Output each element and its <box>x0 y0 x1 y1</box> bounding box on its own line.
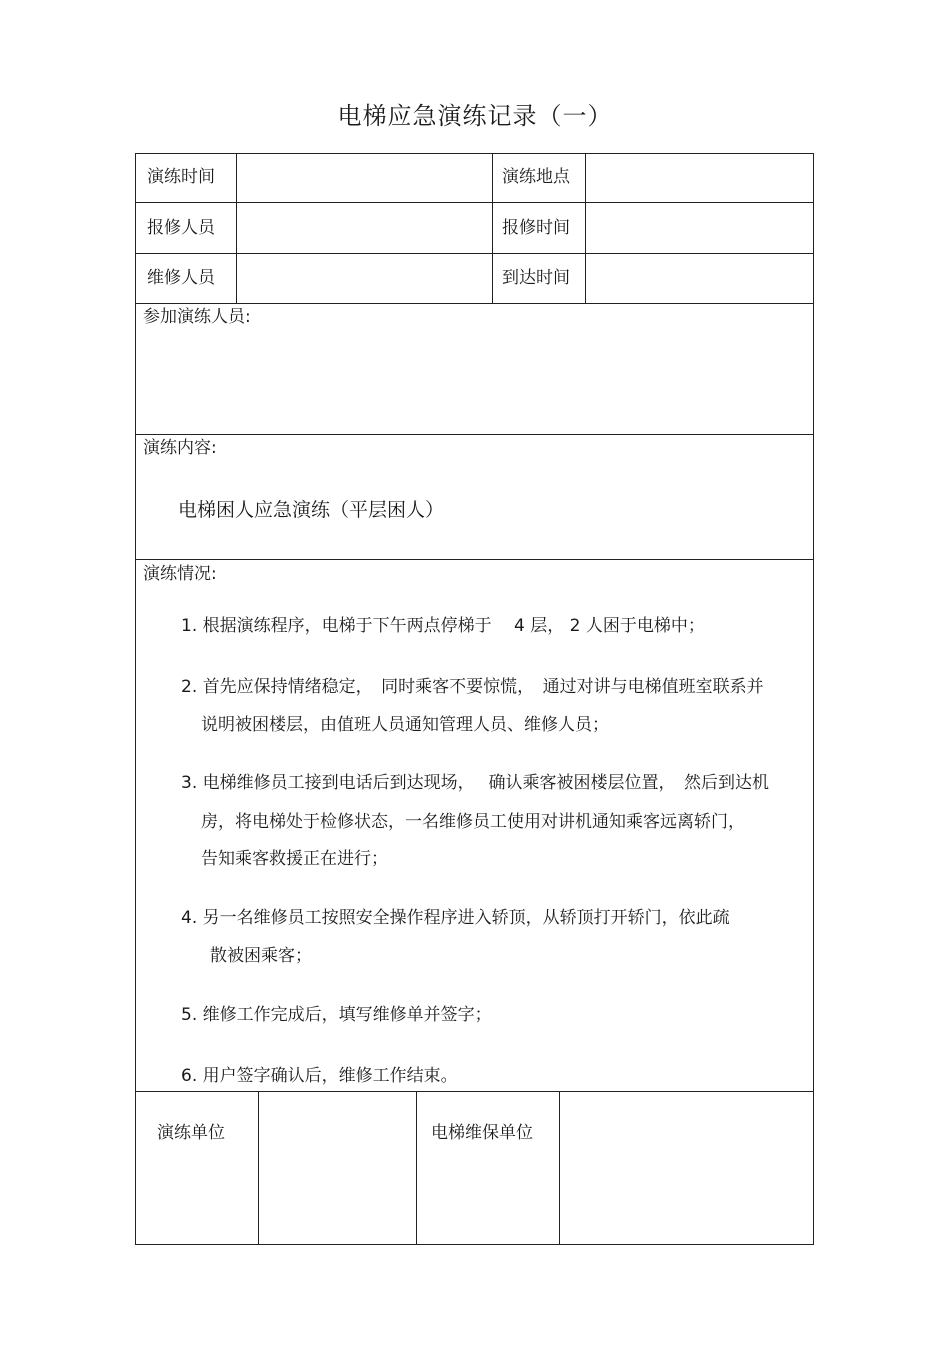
situation-label: 演练情况: <box>143 564 217 584</box>
situation-line: 散被困乘客； <box>210 946 312 966</box>
reporter-label: 报修人员 <box>147 218 215 238</box>
situation-line: 1. 根据演练程序，电梯于下午两点停梯于 4 层， 2 人困于电梯中； <box>181 616 705 636</box>
column-divider <box>492 153 493 303</box>
situation-line: 说明被困楼层，由值班人员通知管理人员、维修人员； <box>201 715 609 735</box>
situation-line: 5. 维修工作完成后，填写维修单并签字； <box>181 1005 492 1025</box>
situation-line: 6. 用户签字确认后，维修工作结束。 <box>181 1066 458 1086</box>
situation-line: 房，将电梯处于检修状态，一名维修员工使用对讲机通知乘客远离轿门， <box>201 812 745 832</box>
content-label: 演练内容: <box>143 438 217 458</box>
drill-unit-label: 演练单位 <box>157 1123 225 1143</box>
content-value: 电梯困人应急演练（平层困人） <box>178 499 445 521</box>
situation-line: 3. 电梯维修员工接到电话后到达现场， 确认乘客被困楼层位置， 然后到达机 <box>181 773 770 793</box>
column-divider <box>559 1091 560 1245</box>
situation-line: 4. 另一名维修员工按照安全操作程序进入轿顶，从轿顶打开轿门，依此疏 <box>181 908 730 928</box>
document-title: 电梯应急演练记录（一） <box>337 102 613 130</box>
row-divider <box>135 303 814 304</box>
report-time-label: 报修时间 <box>502 218 570 238</box>
maintenance-unit-label: 电梯维保单位 <box>431 1123 533 1143</box>
arrival-time-label: 到达时间 <box>502 268 570 288</box>
row-divider <box>135 559 814 560</box>
row-divider <box>135 434 814 435</box>
column-divider <box>585 153 586 303</box>
situation-line: 2. 首先应保持情绪稳定， 同时乘客不要惊慌， 通过对讲与电梯值班室联系并 <box>181 677 764 697</box>
drill-location-label: 演练地点 <box>502 167 570 187</box>
repairer-label: 维修人员 <box>147 268 215 288</box>
drill-time-label: 演练时间 <box>147 167 215 187</box>
participants-label: 参加演练人员: <box>143 307 251 327</box>
row-divider <box>135 1091 814 1092</box>
column-divider <box>416 1091 417 1245</box>
situation-line: 告知乘客救援正在进行； <box>201 849 388 869</box>
column-divider <box>236 153 237 303</box>
column-divider <box>258 1091 259 1245</box>
